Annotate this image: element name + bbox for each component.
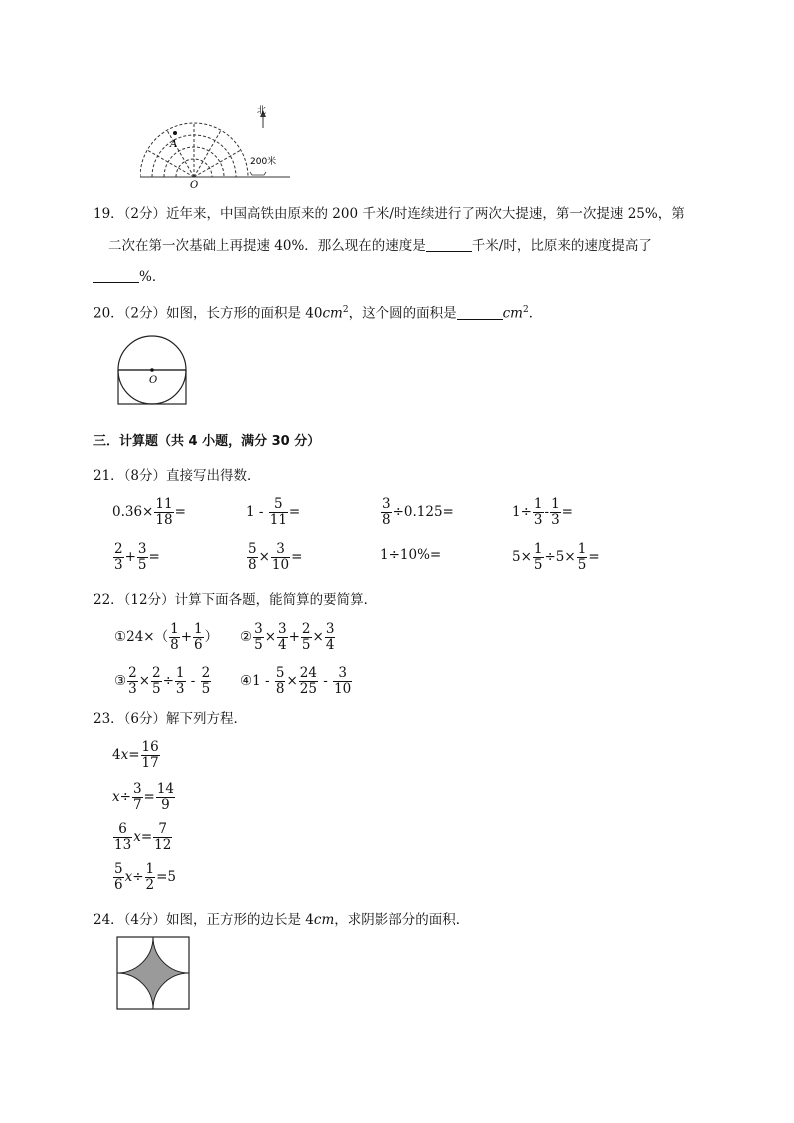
q23-equation2: x÷ $\frac{3}{7}$ = $\frac{14}{9}$ bbox=[112, 781, 175, 813]
q22-problem1: ①24×（ $\frac{1}{8}$ + $\frac{1}{6}$ ） bbox=[114, 621, 219, 653]
q20-blank bbox=[457, 305, 503, 320]
origin-label: O bbox=[190, 180, 199, 190]
q23-equation3: $\frac{6}{13}$ x= $\frac{7}{12}$ bbox=[114, 821, 172, 853]
scale-label: 200米 bbox=[250, 157, 277, 167]
rect-circle-figure bbox=[113, 334, 193, 410]
q23-equation1: 4x= $\frac{16}{17}$ bbox=[112, 739, 159, 771]
square-shaded-figure bbox=[116, 936, 190, 1010]
shaded-region bbox=[117, 937, 189, 1009]
north-label: 北 bbox=[257, 106, 267, 116]
q19-line3: %． bbox=[93, 267, 165, 287]
section3-title: 三．计算题（共 4 小题，满分 30 分） bbox=[93, 434, 321, 449]
q21-expr5: $\frac{2}{3}$ + $\frac{3}{5}$ = bbox=[114, 541, 160, 573]
q19-line2: 二次在第一次基础上再提速 40%．那么现在的速度是 千米/时，比原来的速度提高了 bbox=[108, 238, 652, 254]
q19-blank-percent bbox=[93, 268, 139, 283]
q21-title: 21．（8分）直接写出得数． bbox=[93, 468, 261, 484]
direction-map-figure bbox=[140, 104, 310, 190]
q23-title: 23．（6分）解下列方程． bbox=[93, 711, 248, 727]
q22-title: 22．（12分）计算下面各题，能简算的要简算． bbox=[93, 592, 378, 608]
q24-text: 24．（4分）如图，正方形的边长是 4cm，求阴影部分的面积． bbox=[93, 912, 470, 928]
center-label: O bbox=[149, 375, 158, 386]
q20-text: 20．（2分）如图，长方形的面积是 $40cm^2$，这个圆的面积是 $cm^2$． bbox=[93, 305, 543, 322]
q22-problem3: ③ $\frac{2}{3}$ × $\frac{2}{5}$ ÷ $\frac{1}{3}$ - $\frac{2}{5}$ bbox=[114, 665, 211, 697]
q21-expr4: 1÷ $\frac{1}{3}$ - $\frac{1}{3}$ = bbox=[512, 496, 573, 528]
point-a-label: A bbox=[170, 139, 178, 150]
q22-problem4: ④1 - $\frac{5}{8}$ × $\frac{24}{25}$ - $\frac{3}{10}$ bbox=[240, 665, 352, 697]
q22-problem2: ② $\frac{3}{5}$ × $\frac{3}{4}$ + $\frac{2}{5}$ × $\frac{3}{4}$ bbox=[240, 621, 335, 653]
q21-expr6: $\frac{5}{8}$ × $\frac{3}{10}$ = bbox=[248, 541, 303, 573]
q19-blank-speed bbox=[426, 237, 472, 252]
q21-expr1: 0.36× $\frac{11}{18}$ = bbox=[112, 496, 186, 528]
q21-expr8: 5× $\frac{1}{5}$ ÷5× $\frac{1}{5}$ = bbox=[512, 541, 600, 573]
q21-expr3: $\frac{3}{8}$ ÷0.125= bbox=[382, 496, 454, 528]
q19-line1: 19．（2分）近年来，中国高铁由原来的 200 千米/时连续进行了两次大提速，第一次提速 25%，第 bbox=[93, 206, 685, 222]
q21-expr7: 1÷10%= bbox=[380, 547, 442, 563]
point-a bbox=[173, 131, 177, 135]
q21-expr2: 1 - $\frac{5}{11}$ = bbox=[246, 496, 301, 528]
q23-equation4: $\frac{5}{6}$ x÷ $\frac{1}{2}$ =5 bbox=[114, 861, 177, 893]
